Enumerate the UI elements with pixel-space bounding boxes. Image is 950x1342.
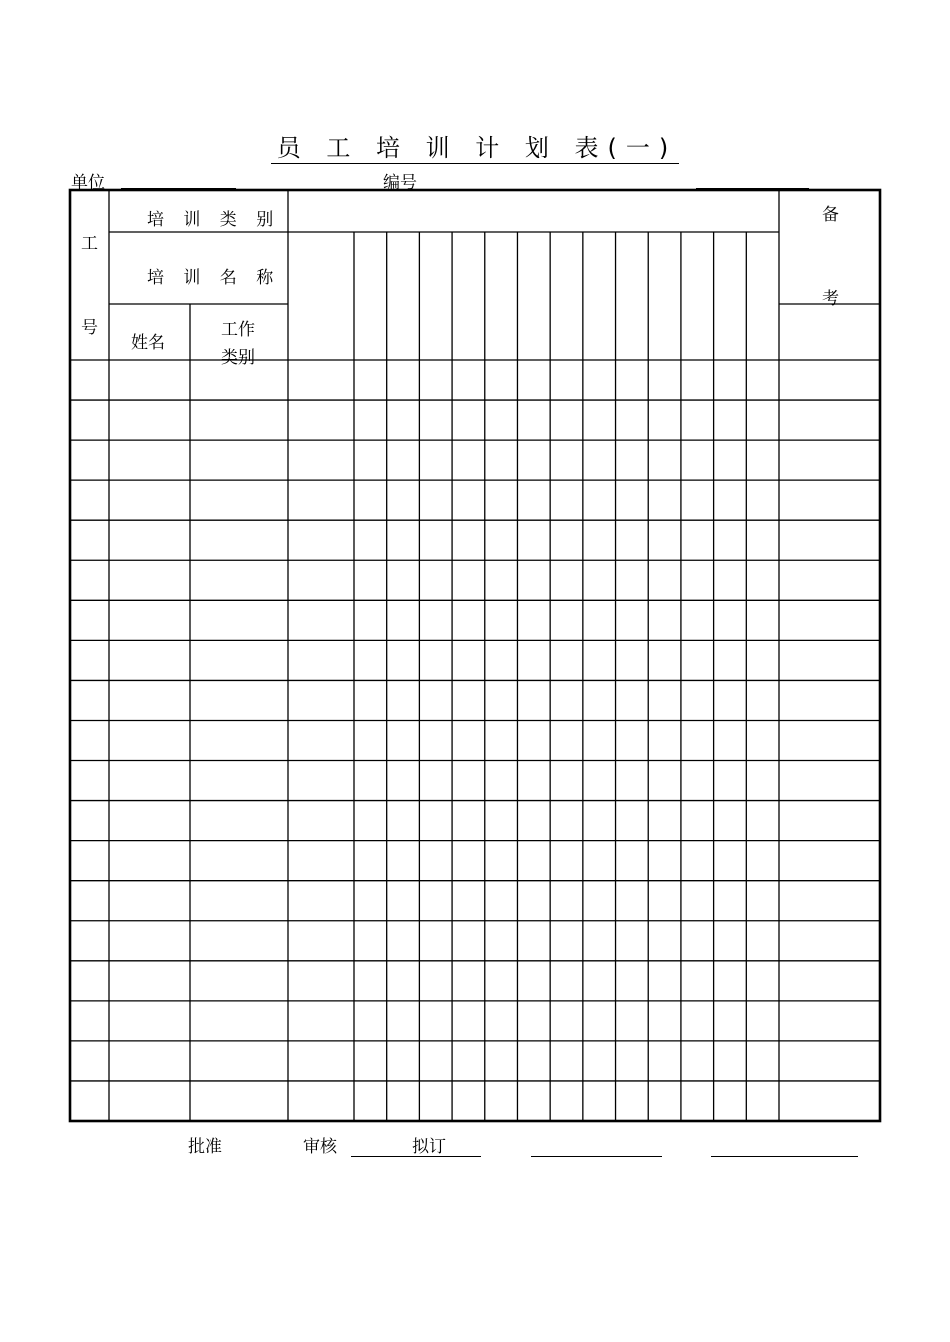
employee-name-header: 姓名 — [131, 333, 165, 353]
employee-id-header-bottom: 号 — [81, 318, 98, 338]
table-border — [70, 190, 880, 1121]
unit-label: 单位 — [71, 173, 105, 193]
draft-label: 拟订 — [412, 1137, 446, 1157]
job-category-header-line2: 类别 — [221, 348, 255, 368]
review-signature-line[interactable] — [531, 1156, 662, 1157]
training-category-header: 培 训 类 别 — [147, 210, 281, 230]
number-label: 编号 — [383, 173, 417, 193]
form-title: 员 工 培 训 计 划 表(一) — [0, 128, 950, 163]
draft-signature-line[interactable] — [711, 1156, 858, 1157]
remarks-header-top: 备 — [822, 205, 839, 225]
approve-label: 批准 — [188, 1137, 222, 1157]
job-category-header-line1: 工作 — [221, 320, 255, 340]
employee-id-header-top: 工 — [81, 234, 98, 254]
review-label: 审核 — [303, 1137, 337, 1157]
training-name-header: 培 训 名 称 — [147, 268, 281, 288]
approve-signature-line[interactable] — [351, 1156, 481, 1157]
remarks-header-bottom: 考 — [822, 289, 839, 309]
